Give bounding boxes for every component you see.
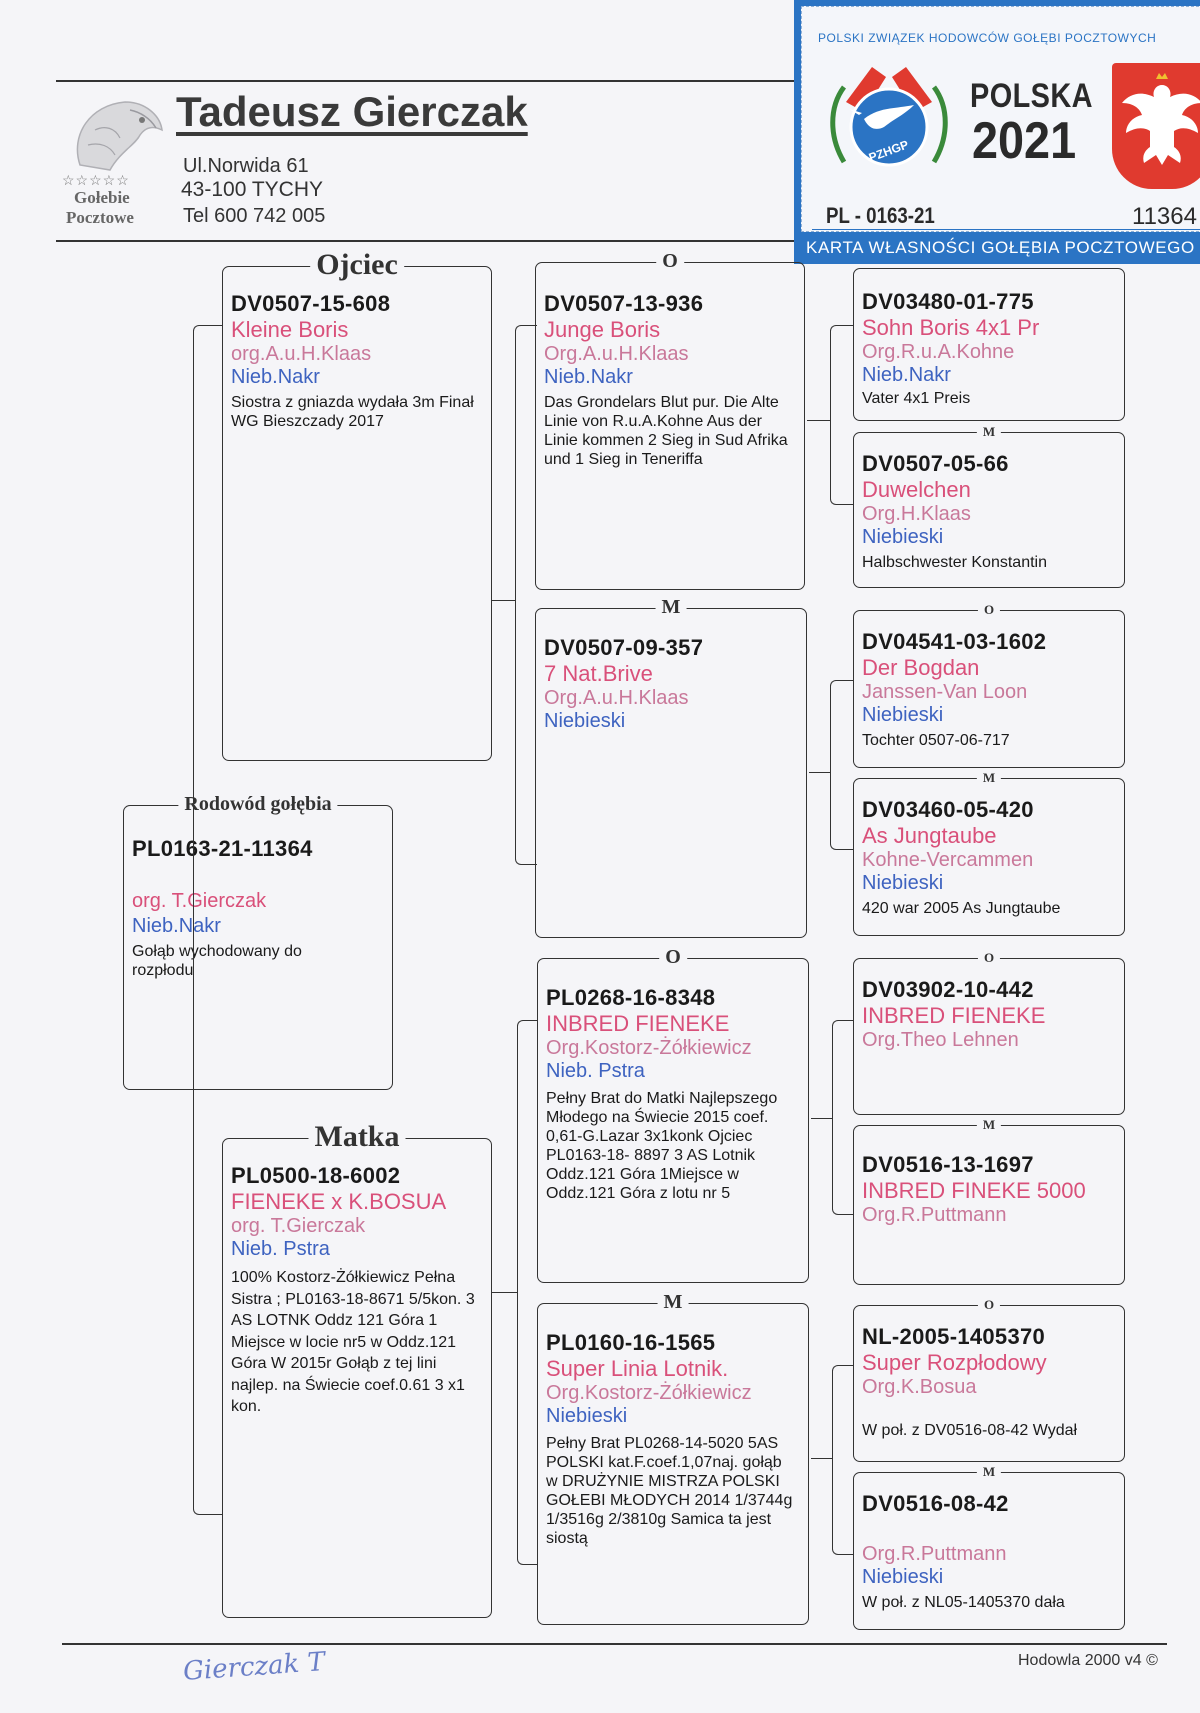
header-bottom-rule [56,240,796,242]
gen3-name-6: INBRED FINEKE 5000 [862,1178,1086,1203]
card-country: POLSKA [970,77,1093,115]
gen3-note-8: W poł. z NL05-1405370 dała [862,1594,1065,1611]
gen3-legend-5: O [978,951,1000,964]
gen3-org-8: Org.R.Puttmann [862,1543,1007,1565]
gen3-ring-1: DV03480-01-775 [862,289,1034,314]
pigeon-note: Gołąb wychodowany do rozpłodu [132,943,302,979]
card-ring-prefix: PL - 0163-21 [826,203,935,228]
gen2-note-3: Pełny Brat do Matki Najlepszego Młodego na Świecie 2015 coef. 0,61-G.Lazar 3x1konk Ojciec PL0163-18- 8897 3 AS Lotnik Oddz.121 Góra 1Miejsce w Oddz.121 Góra z lotu nr 5 [546,1090,778,1202]
card-inner [801,6,1200,232]
gen3-box-7 [853,1297,1125,1462]
gen3-ring-5: DV03902-10-442 [862,977,1034,1002]
gen3-note-4: 420 war 2005 As Jungtaube [862,900,1061,917]
gen2-name-1: Junge Boris [544,317,661,342]
connector-gen2-2 [830,680,854,850]
gen3-color-2: Niebieski [862,526,944,548]
gen2-box-1 [535,250,805,590]
gen2-box-4 [537,1291,809,1625]
gen3-color-3: Niebieski [862,704,944,726]
gen3-legend-3: O [978,603,1000,616]
connector-gen2-1-stub [807,420,830,421]
pigeon-legend: Rodowód gołębia [178,794,337,814]
pigeon-ring: PL0163-21-11364 [132,836,313,861]
father-name: Kleine Boris [231,317,349,342]
pigeon-org: org. T.Gierczak [132,890,267,912]
mother-note: 100% Kostorz-Żółkiewicz Pełna Sistra ; PL0163-18-8671 5/5kon. 3 AS LOTNK Oddz 121 Góra 1 Miejsce w locie nr5 w Oddz.121 Góra W 2015r Gołąb z tej lini najlep. na Świecie coef.0.61 3 x1 kon. [231,1269,475,1415]
gen2-name-2: 7 Nat.Brive [544,661,653,686]
connector-father-grandparents [515,325,537,865]
gen3-box-3 [853,602,1125,768]
software-credit: Hodowla 2000 v4 © [1018,1652,1158,1669]
pzhgp-emblem [824,57,954,187]
gen2-box-2 [535,596,807,938]
breeder-name: Tadeusz Gierczak [176,88,528,135]
card-footer: KARTA WŁASNOŚCI GOŁĘBIA POCZTOWEGO [806,238,1195,257]
mother-name: FIENEKE x K.BOSUA [231,1189,447,1214]
logo-text-1: Gołebie [74,188,130,207]
gen3-note-7: W poł. z DV0516-08-42 Wydał [862,1422,1078,1439]
gen3-ring-3: DV04541-03-1602 [862,629,1047,654]
gen2-box-3 [537,946,809,1283]
gen2-ring-4: PL0160-16-1565 [546,1330,716,1355]
connector-mother-grandparents [517,1020,537,1565]
gen3-ring-7: NL-2005-1405370 [862,1324,1046,1349]
footer-rule [62,1643,1167,1645]
pzhgp-emblem-icon [824,57,954,187]
gen3-name-5: INBRED FIENEKE [862,1003,1046,1028]
gen2-legend-2: M [656,597,687,617]
connector-gen2-3-stub [811,1118,832,1119]
connector-gen2-4 [832,1365,854,1555]
pigeon-color: Nieb.Nakr [132,915,221,937]
gen3-ring-2: DV0507-05-66 [862,451,1009,476]
gen3-org-5: Org.Theo Lehnen [862,1029,1019,1051]
father-color: Nieb.Nakr [231,366,320,388]
gen3-note-1: Vater 4x1 Preis [862,390,971,407]
connector-gen2-4-stub [811,1458,832,1459]
header-top-rule [56,80,796,82]
gen2-legend-1: O [656,251,684,271]
gen3-ring-6: DV0516-13-1697 [862,1152,1034,1177]
gen2-org-4: Org.Kostorz-Żółkiewicz [546,1382,752,1404]
gen2-color-1: Nieb.Nakr [544,366,633,388]
card-year: 2021 [972,112,1077,170]
gen3-legend-7: O [978,1298,1000,1311]
gen3-org-6: Org.R.Puttmann [862,1204,1007,1226]
gen2-color-3: Nieb. Pstra [546,1060,645,1082]
white-eagle-icon [1112,63,1200,189]
eagle-icon [60,90,170,180]
gen3-org-7: Org.K.Bosua [862,1376,977,1398]
gen3-name-4: As Jungtaube [862,823,997,848]
gen3-name-1: Sohn Boris 4x1 Pr [862,315,1040,340]
breeder-phone: Tel 600 742 005 [183,205,326,227]
gen3-legend-6: M [977,1118,1001,1131]
gen2-color-4: Niebieski [546,1405,628,1427]
gen3-legend-8: M [977,1465,1001,1478]
gen3-org-1: Org.R.u.A.Kohne [862,341,1015,363]
gen3-name-3: Der Bogdan [862,655,980,680]
gen2-name-3: INBRED FIENEKE [546,1011,730,1036]
connector-gen2-1 [830,325,854,505]
gen3-org-3: Janssen-Van Loon [862,681,1028,703]
card-org: POLSKI ZWIĄZEK HODOWCÓW GOŁĘBI POCZTOWYCH [818,31,1157,45]
mother-color: Nieb. Pstra [231,1238,330,1260]
gen3-ring-4: DV03460-05-420 [862,797,1034,822]
gen2-note-1: Das Grondelars Blut pur. Die Alte Linie von R.u.A.Kohne Aus der Linie kommen 2 Sieg in Sud Afrika und 1 Sieg in Teneriffa [544,394,788,468]
father-ring: DV0507-15-608 [231,291,391,316]
gen3-box-4 [853,770,1125,936]
gen3-note-3: Tochter 0507-06-717 [862,732,1010,749]
father-note: Siostra z gniazda wydała 3m Finał WG Bieszczady 2017 [231,394,474,430]
emblem-text: PZHGP [866,137,911,165]
pigeon-box [123,793,393,1090]
gen3-name-7: Super Rozpłodowy [862,1350,1047,1375]
gen3-color-4: Niebieski [862,872,944,894]
connector-gen2-2-stub [809,772,830,773]
breeder-logo [60,90,170,230]
connector-mother-stub [492,1292,517,1293]
gen2-ring-3: PL0268-16-8348 [546,985,716,1010]
logo-text-2: Pocztowe [66,208,134,227]
breeder-city: 43-100 TYCHY [181,178,324,201]
gen3-box-8 [853,1464,1125,1630]
mother-ring: PL0500-18-6002 [231,1163,401,1188]
gen2-legend-3: O [659,947,687,967]
gen3-legend-2: M [977,425,1001,438]
gen3-box-5 [853,950,1125,1115]
gen3-org-4: Kohne-Vercammen [862,849,1034,871]
father-box [222,248,492,761]
gen3-legend-4: M [977,771,1001,784]
gen2-note-4: Pełny Brat PL0268-14-5020 5AS POLSKI kat.F.coef.1,07naj. gołąb w DRUŻYNIE MISTRZA POLSKI GOŁEBI MŁODYCH 2014 1/3744g 1/3516g 2/3810g Samica ta jest siostą [546,1435,793,1547]
polish-eagle-shield [1112,63,1200,189]
mother-legend: Matka [309,1122,406,1152]
signature: Gierczak T [182,1647,326,1687]
connector-gen2-3 [832,1020,854,1215]
card-ring-rule [812,229,1200,230]
connector-pigeon-parents [193,325,223,1515]
gen3-org-2: Org.H.Klaas [862,503,971,525]
gen3-color-8: Niebieski [862,1566,944,1588]
gen2-ring-2: DV0507-09-357 [544,635,704,660]
card-ring-number: 11364 [1132,203,1197,230]
gen2-color-2: Niebieski [544,710,626,732]
gen2-org-1: Org.A.u.H.Klaas [544,343,689,365]
connector-father-stub [492,600,515,601]
gen3-box-2 [853,424,1125,588]
logo-stars: ☆☆☆☆☆ [62,172,130,188]
father-legend: Ojciec [310,250,404,280]
gen3-name-2: Duwelchen [862,477,971,502]
gen2-org-3: Org.Kostorz-Żółkiewicz [546,1037,752,1059]
father-org: org.A.u.H.Klaas [231,343,372,365]
gen3-name-8 [862,1517,1118,1543]
gen2-ring-1: DV0507-13-936 [544,291,704,316]
gen3-note-2: Halbschwester Konstantin [862,554,1047,571]
gen3-ring-8: DV0516-08-42 [862,1491,1009,1516]
mother-org: org. T.Gierczak [231,1215,366,1237]
mother-box [222,1120,492,1618]
ownership-card [794,0,1200,264]
gen3-box-1 [853,268,1125,421]
gen2-legend-4: M [658,1292,689,1312]
gen3-box-6 [853,1117,1125,1285]
gen2-org-2: Org.A.u.H.Klaas [544,687,689,709]
gen2-name-4: Super Linia Lotnik. [546,1356,729,1381]
breeder-street: Ul.Norwida 61 [183,155,309,177]
gen3-color-1: Nieb.Nakr [862,364,951,386]
